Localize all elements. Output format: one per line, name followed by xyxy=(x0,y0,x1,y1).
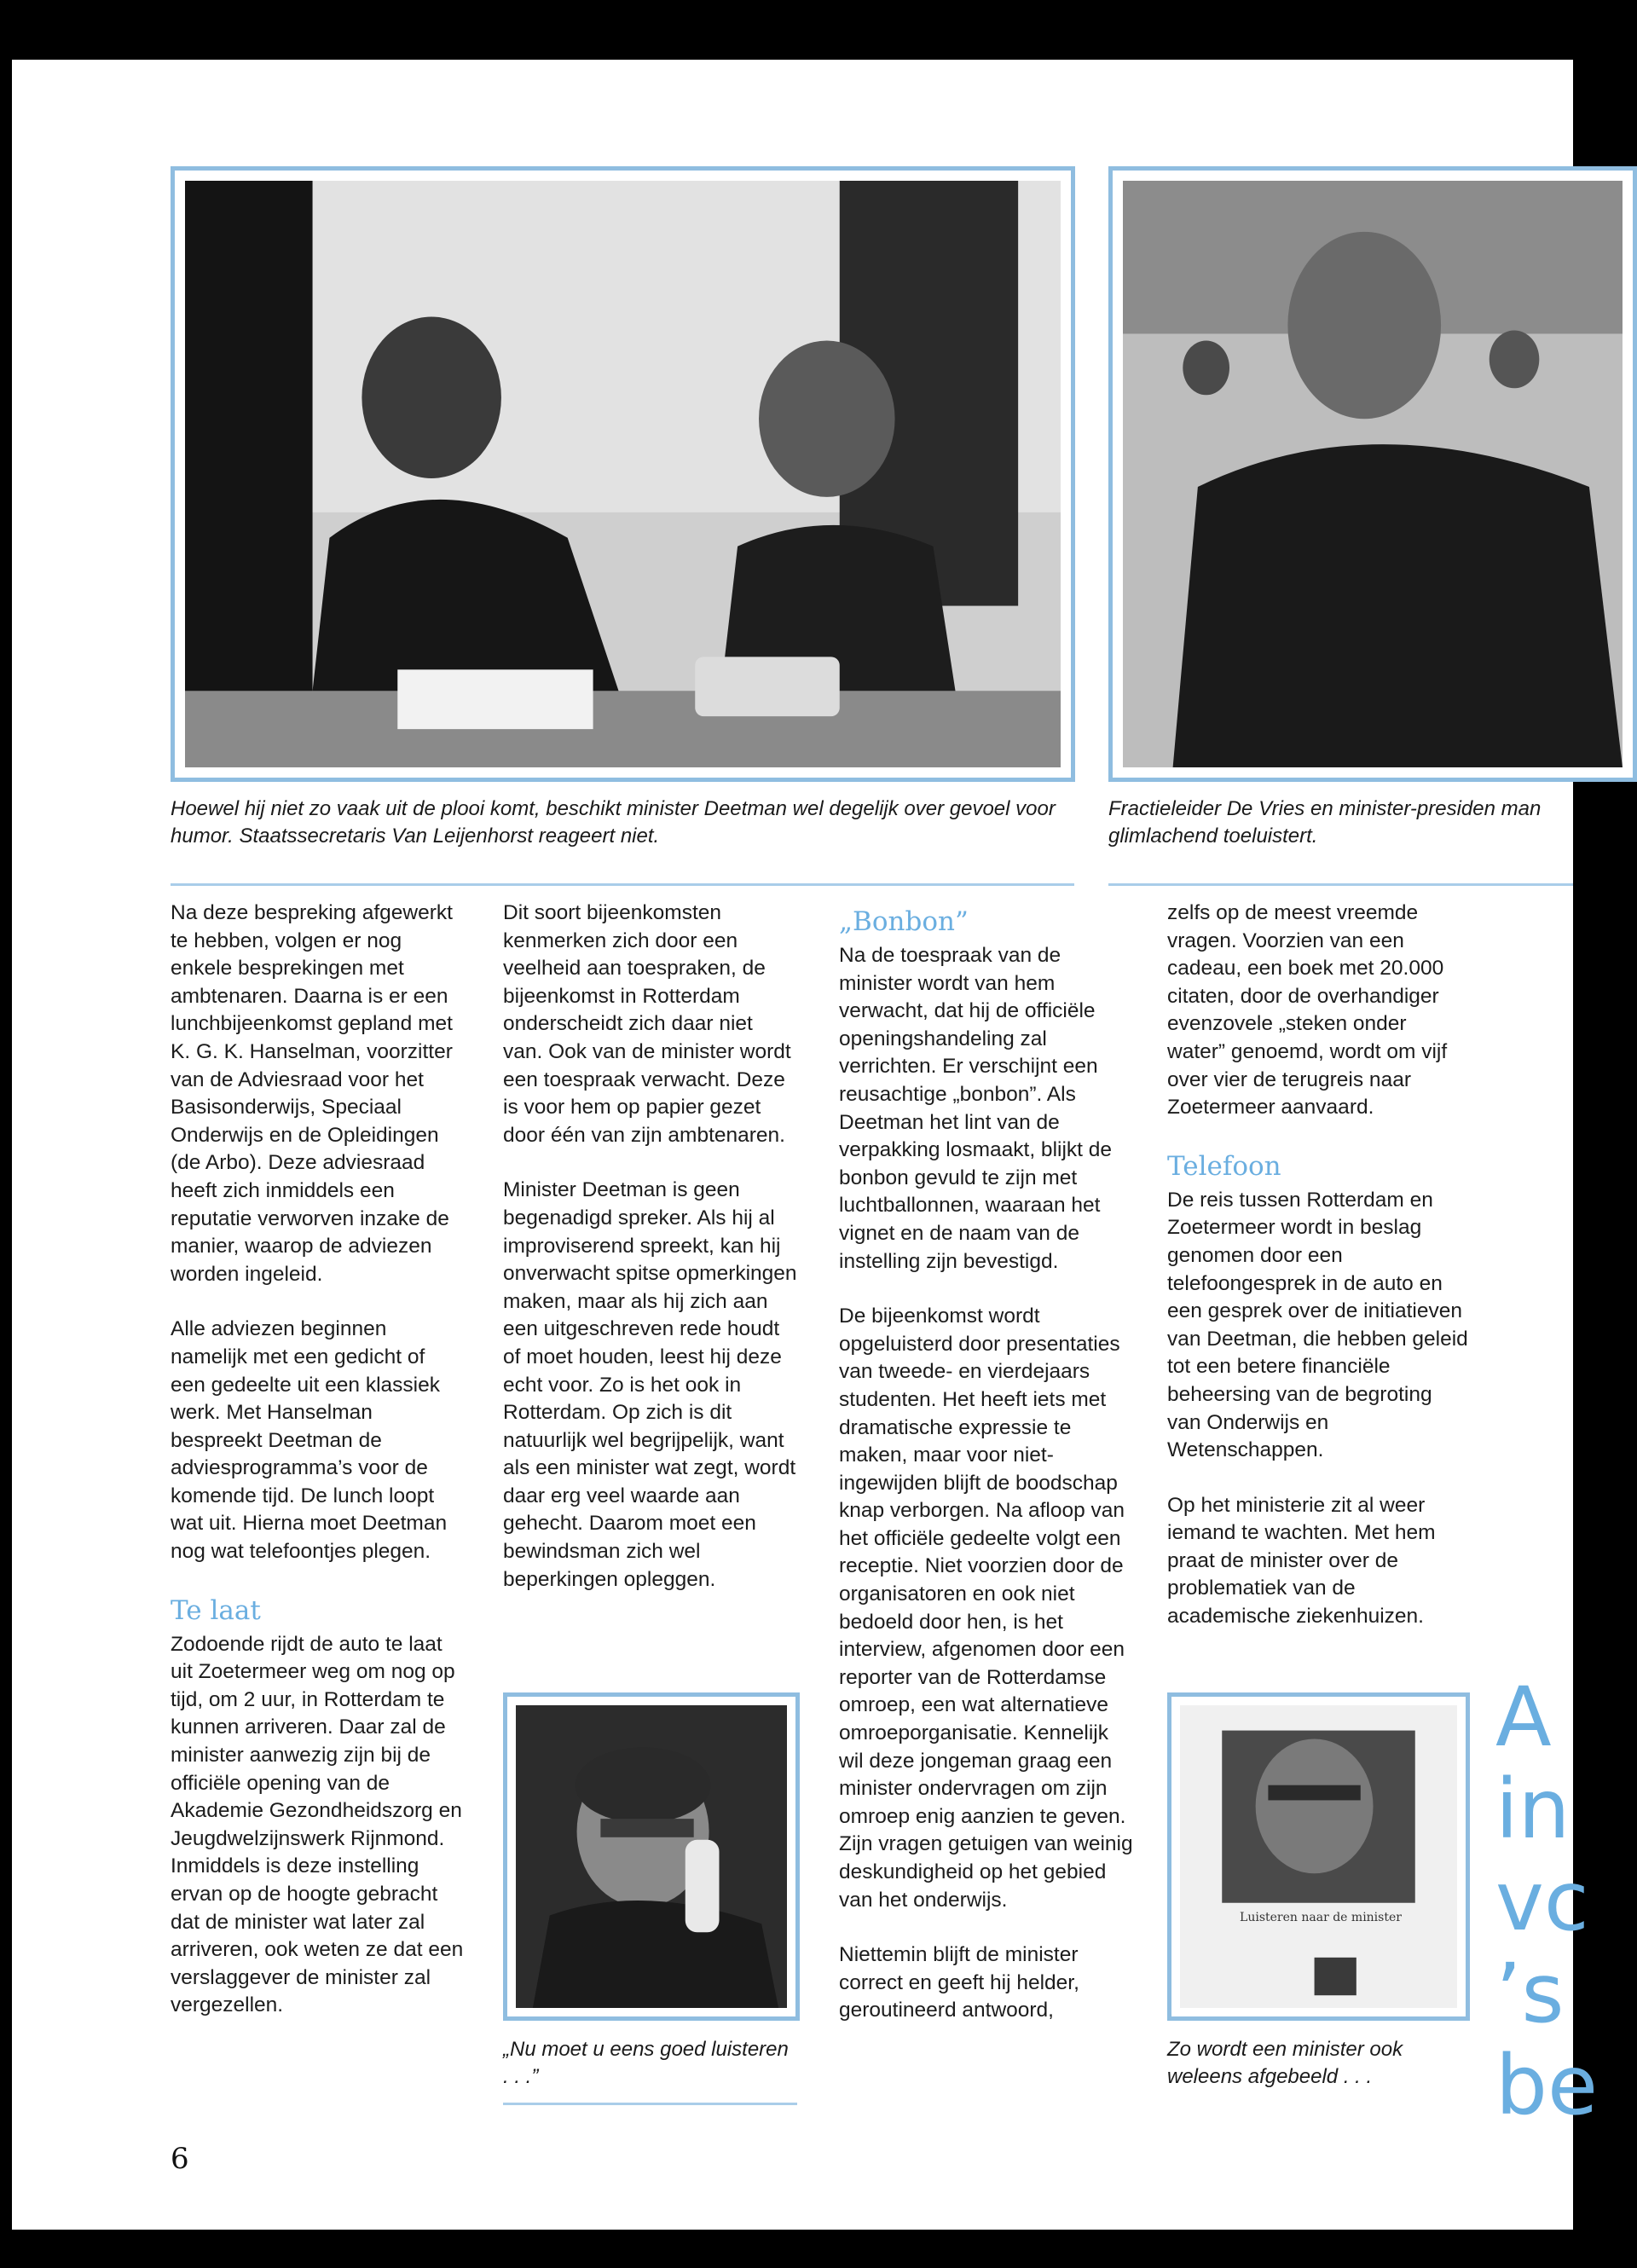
photo-illustration xyxy=(516,1705,787,2008)
tv-screen-text: Luisteren naar de minister xyxy=(1240,1911,1402,1924)
photo-caption-top-right: Fractieleider De Vries en minister-presiden man glimlachend toeluistert. xyxy=(1108,797,1542,848)
paragraph: Alle adviezen beginnen namelijk met een gedicht of een gedeelte uit een klassiek werk. Met Hanselman bespreekt Deetman de adviesprogramma’s voor de komende tijd. De lunch loopt wat uit. Hierna moet Deetman nog wat telefoontjes plegen. xyxy=(171,1317,448,1564)
paragraph: Niettemin blijft de minister correct en geeft hij helder, geroutineerd antwoord, xyxy=(839,1943,1079,2022)
column-3 xyxy=(839,900,1133,2052)
photo-deetman-laughing xyxy=(171,166,1075,782)
photo-illustration xyxy=(185,181,1061,767)
photo-caption-phone: „Nu moet u eens goed luisteren . . .” xyxy=(503,2038,789,2088)
photo-image xyxy=(516,1705,787,2008)
photo-deetman-phone xyxy=(503,1692,800,2021)
paragraph: De reis tussen Rotterdam en Zoetermeer wordt in beslag genomen door een telefoongesprek in de auto en een gesprek over de initiatieven van Deetman, die hebben geleid tot een betere financiële beheersing van de begroting van Onderwijs en Wetenschappen. xyxy=(1167,1188,1468,1462)
photo-caption-top-left: Hoewel hij niet zo vaak uit de plooi komt, beschikt minister Deetman wel degelijk over gevoel voor humor. Staatssecretaris Van Leijenhorst reageert niet. xyxy=(171,797,1056,848)
divider-rule-left xyxy=(171,883,1074,886)
paragraph: Op het ministerie zit al weer iemand te wachten. Met hem praat de minister over de problematiek van de academische ziekenhuizen. xyxy=(1167,1493,1436,1629)
section-heading-telefoon: Telefoon xyxy=(1167,1150,1281,1182)
divider-rule-right xyxy=(1108,883,1573,886)
photo-image xyxy=(1123,181,1623,767)
paragraph: Minister Deetman is geen begenadigd spreker. Als hij al improviserend spreekt, kan hij onverwacht spitse opmerkingen maken, maar als hij zich aan een uitgeschreven rede houdt of moet houden, leest hij deze echt voor. Zo is het ook in Rotterdam. Op zich is dit natuurlijk wel begrijpelijk, want als een minister wat zegt, wordt daar erg veel waarde aan gehecht. Daarom moet een bewindsman zich wel beperkingen opleggen. xyxy=(503,1178,797,1591)
photo-tv-screen xyxy=(1167,1692,1470,2021)
paragraph: De bijeenkomst wordt opgeluisterd door presentaties van tweede- en vierdejaars studenten. Het heeft iets met dramatische expressie te maken, maar voor niet-ingewijden blijft de boodschap knap verborgen. Na afloop van het officiële gedeelte volgt een receptie. Niet voorzien door de organisatoren en ook niet bedoeld door hen, is het interview, afgenomen door een reporter van de Rotterdamse omroep, een wat alternatieve omroeporganisatie. Kennelijk wil deze jongeman graag een minister ondervragen om zijn omroep enig aanzien te geven. Zijn vragen getuigen van weinig deskundigheid op het gebied van het onderwijs. xyxy=(839,1305,1133,1912)
photo-caption-tv: Zo wordt een minister ook weleens afgebeeld . . . xyxy=(1167,2038,1403,2088)
photo-image xyxy=(185,181,1061,767)
paragraph: Na de toespraak van de minister wordt van hem verwacht, dat hij de officiële openingshandeling zal verrichten. Er verschijnt een reusachtige „bonbon”. Als Deetman het lint van de verpakking losmaakt, blijkt de bonbon gevuld te zijn met luchtballonnen, waaraan het vignet en de naam van de instelling zijn bevestigd. xyxy=(839,944,1113,1273)
photo-illustration xyxy=(1123,181,1623,767)
paragraph: Zodoende rijdt de auto te laat uit Zoetermeer weg om nog op tijd, om 2 uur, in Rotterdam te kunnen arriveren. Daar zal de minister aanwezig zijn bij de officiële opening van de Akademie Gezondheidszorg en Jeugdwelzijnswerk Rijnmond. Inmiddels is deze instelling ervan op de hoogte gebracht dat de minister wat later zal arriveren, ook weten ze dat een verslaggever de minister zal vergezellen. xyxy=(171,1632,464,2017)
photo-image xyxy=(1180,1705,1457,2008)
section-heading-bonbon: „Bonbon” xyxy=(839,906,969,937)
pull-quote: A in vc ’s be xyxy=(1495,1669,1598,2133)
divider-rule-col2-bottom xyxy=(503,2103,797,2105)
photo-de-vries xyxy=(1108,166,1637,782)
page-number: 6 xyxy=(171,2142,189,2176)
column-2 xyxy=(503,900,797,1621)
paragraph: Dit soort bijeenkomsten kenmerken zich door een veelheid aan toespraken, de bijeenkomst in Rotterdam onderscheidt zich daar niet van. Ook van de minister wordt een toespraak verwacht. Deze is voor hem op papier gezet door één van zijn ambtenaren. xyxy=(503,901,791,1147)
section-heading-te-laat: Te laat xyxy=(171,1594,261,1626)
magazine-page xyxy=(12,60,1598,2230)
paragraph: zelfs op de meest vreemde vragen. Voorzien van een cadeau, een boek met 20.000 citaten, door de overhandiger evenzovele „steken onder water” genoemd, wordt om vijf over vier de terugreis naar Zoetermeer aanvaard. xyxy=(1167,901,1448,1120)
photo-illustration xyxy=(1180,1705,1457,2008)
column-1 xyxy=(171,900,465,2047)
column-4 xyxy=(1167,900,1470,1658)
paragraph: Na deze bespreking afgewerkt te hebben, volgen er nog enkele besprekingen met ambtenaren. Daarna is er een lunchbijeenkomst gepland met K. G. K. Hanselman, voorzitter van de Adviesraad voor het Basisonderwijs, Speciaal Onderwijs en de Opleidingen (de Arbo). Deze adviesraad heeft zich inmiddels een reputatie verworven inzake de manier, waarop de adviezen worden ingeleid. xyxy=(171,901,453,1286)
